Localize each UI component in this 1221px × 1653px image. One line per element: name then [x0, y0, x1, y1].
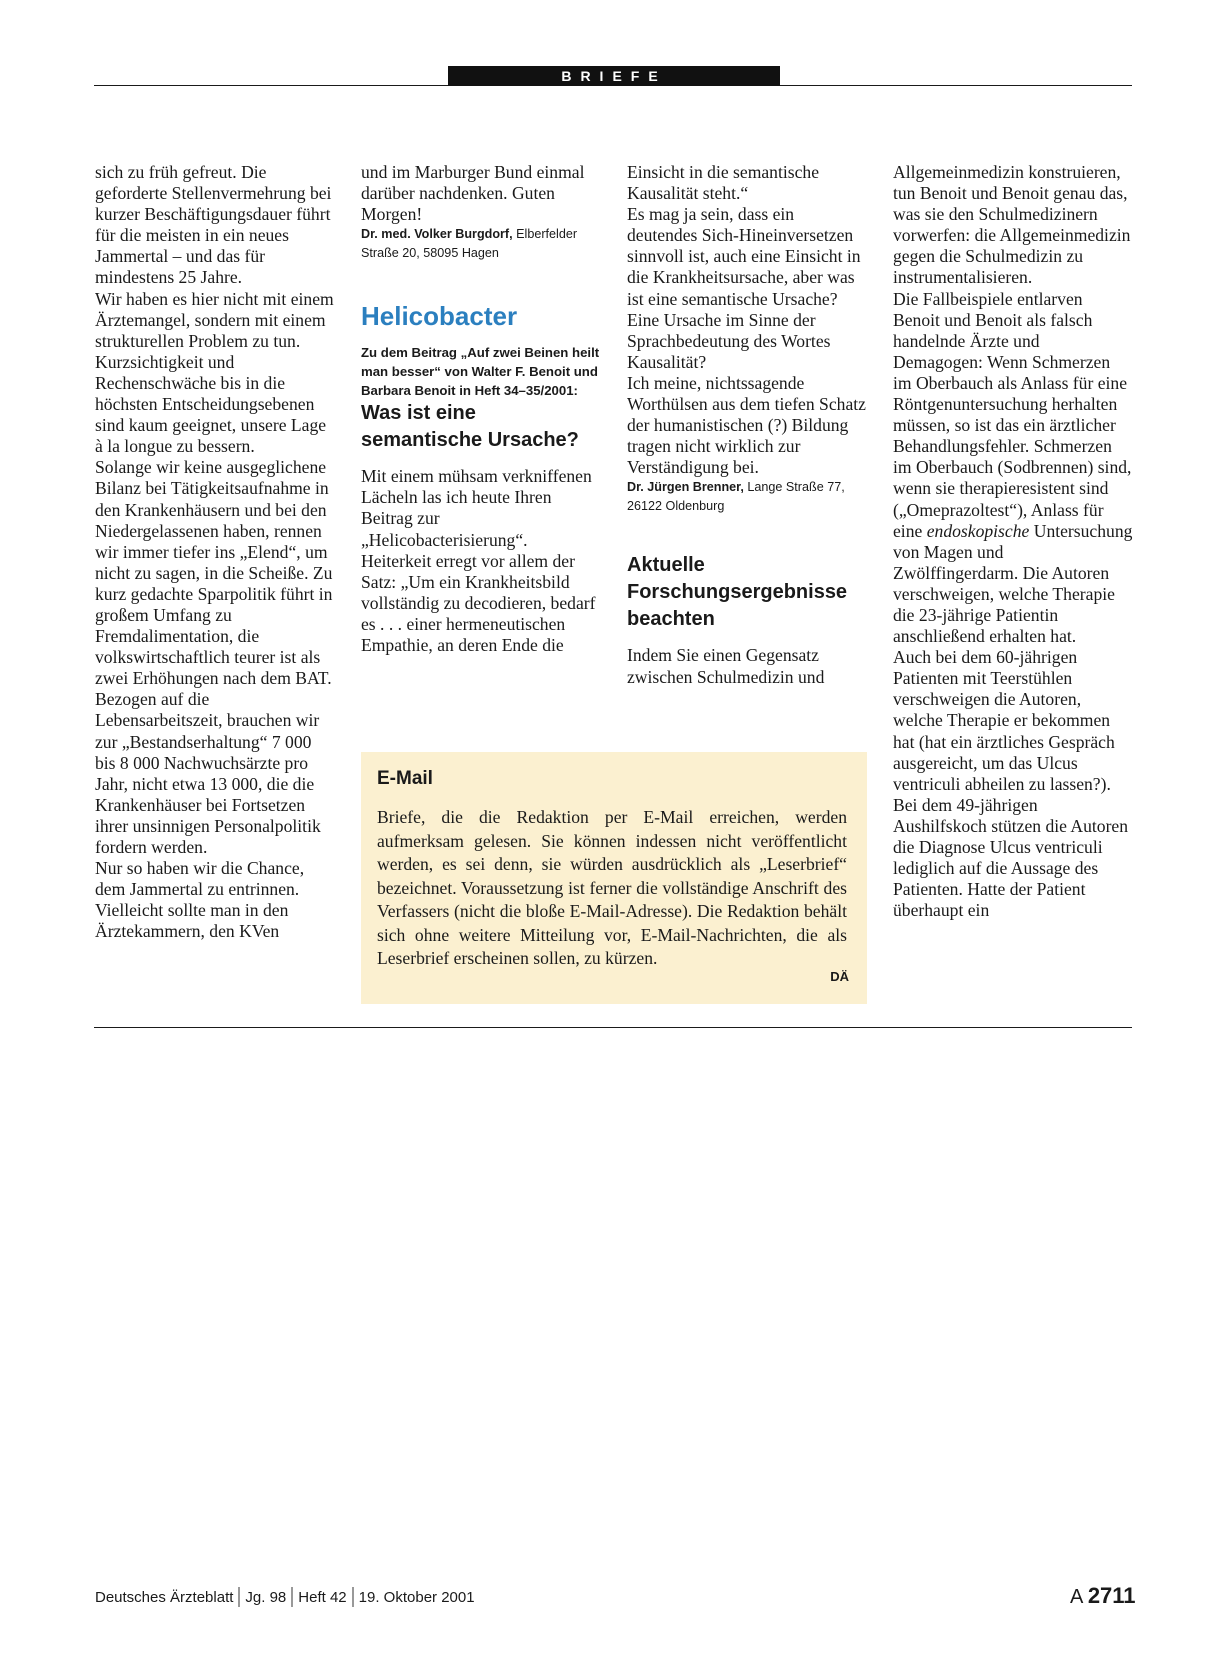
paragraph: Bei dem 49-jährigen Aushilfskoch stützen die Autoren die Diagnose Ulcus ventriculi lediglich auf die Aussage des Patienten. Hatte der Patient überhaupt ein — [893, 794, 1129, 921]
author-address: Lange Straße 77, 26122 Oldenburg — [627, 480, 845, 514]
paragraph: Wir haben es hier nicht mit einem Ärztemangel, sondern mit einem strukturellen Problem zu tun. Kurzsichtigkeit und Rechenschwäche bis in die höchsten Entscheidungsebenen sind kaum geeignet, unsere Lage à la longue zu bessern. — [95, 288, 334, 457]
letter-heading: Aktuelle Forschungsergebnisse beachten — [627, 554, 848, 631]
paragraph: Solange wir keine ausgeglichene Bilanz bei Tätigkeitsaufnahme in den Krankenhäusern und bei den Niedergelassenen haben, rennen wir immer tiefer ins „Elend“, um nicht zu sagen, in die Scheiße. Zu kurz gedachte Sparpolitik führt in großem Umfang zu Fremdalimentation, die volkswirtschaftlich teurer ist als zwei Erhöhungen nach dem BAT. Bezogen auf die Lebensarbeitszeit, brauchen wir zur „Bestandserhaltung“ 7 000 bis 8 000 Nachwuchsärzte pro Jahr, nicht etwa 13 000, die die Krankenhäuser bei Fortsetzen ihrer unsinnigen Personalpolitik fordern werden. — [95, 457, 333, 857]
column-1 — [95, 162, 335, 942]
paragraph: und im Marburger Bund einmal darüber nachdenken. Guten Morgen! — [361, 162, 585, 225]
paragraph — [893, 289, 1133, 648]
author-name: Dr. med. Volker Burgdorf, — [361, 227, 513, 242]
page-prefix: A — [1070, 1586, 1083, 1608]
page-number-value: 2711 — [1087, 1583, 1136, 1608]
email-box-title: E-Mail — [377, 768, 433, 789]
footer — [95, 1587, 475, 1607]
text-run: Die Fallbeispiele entlarven Benoit und Benoit als falsch handelnde Ärzte und Demagogen: Wenn Schmerzen im Oberbauch als Anlass für eine Röntgenuntersuchung herhalten müssen, so ist das ein ärztlicher Behandlungsfehler. Schmerzen im Oberbauch (Sodbrennen) sind, wenn sie therapieresistent sind („Omeprazoltest“), Anlass für eine — [893, 288, 1132, 541]
footer-separator — [352, 1587, 354, 1607]
section-label: BRIEFE — [448, 66, 780, 86]
paragraph: Es mag ja sein, dass ein deutendes Sich-Hineinversetzen sinnvoll ist, auch eine Einsicht in die Krankheitsursache, aber was ist eine semantische Ursache? Eine Ursache im Sinne der Sprachbedeutung des Wortes Kausalität? — [627, 204, 861, 372]
paragraph: Nur so haben wir die Chance, dem Jammertal zu entrinnen. Vielleicht sollte man in den Ärztekammern, den KVen — [95, 858, 305, 942]
author-address: Elberfelder Straße 20, 58095 Hagen — [361, 227, 578, 261]
column-3 — [627, 162, 867, 688]
journal-name: Deutsches Ärzteblatt — [95, 1588, 234, 1606]
page-number — [1070, 1583, 1136, 1609]
issue-date: 19. Oktober 2001 — [358, 1588, 475, 1606]
footer-separator — [291, 1587, 293, 1607]
author-byline — [627, 478, 867, 516]
paragraph: Allgemeinmedizin konstruieren, tun Benoit und Benoit genau das, was sie den Schulmedizinern vorwerfen: die Allgemeinmedizin gegen die Schulmedizin zu instrumentalisieren. — [893, 162, 1131, 288]
letter-heading: Was ist eine semantische Ursache? — [361, 402, 579, 452]
editorial-signature: DÄ — [830, 969, 849, 984]
bottom-rule — [94, 1027, 1132, 1028]
email-box-text: Briefe, die die Redaktion per E-Mail erreichen, werden aufmerksam gelesen. Sie können indessen nicht veröffentlicht werden, es sei denn, sie würden ausdrücklich als „Leserbrief“ bezeichnet. Voraussetzung ist ferner die vollständige Anschrift des Verfassers (nicht die bloße E-Mail-Adresse). Die Redaktion behält sich ohne weitere Mitteilung vor, E-Mail-Nachrichten, die als Leserbrief erscheinen sollen, zu kürzen. — [377, 807, 847, 968]
article-reference: Zu dem Beitrag „Auf zwei Beinen heilt man besser“ von Walter F. Benoit und Barbara Benoit in Heft 34–35/2001: — [361, 345, 600, 399]
paragraph: Mit einem mühsam verkniffenen Lächeln las ich heute Ihren Beitrag zur „Helicobacterisierung“. Heiterkeit erregt vor allem der Satz: „Um ein Krankheitsbild vollständig zu decodieren, bedarf es . . . einer hermeneutischen Empathie, an deren Ende die — [361, 466, 596, 656]
text-run: Untersuchung von Magen und Zwölffingerdarm. Die Autoren verschweigen, welche Therapie die 23-jährige Patientin anschließend erhalten hat. — [893, 520, 1133, 647]
paragraph: Ich meine, nichtssagende Worthülsen aus dem tiefen Schatz der humanistischen (?) Bildung tragen nicht wirklich zur Verständigung bei. — [627, 372, 866, 478]
issue: Heft 42 — [298, 1588, 347, 1606]
paragraph: Auch bei dem 60-jährigen Patienten mit Teerstühlen verschweigen die Autoren, welche Therapie er bekommen hat (hat ein ärztliches Gespräch ausgereicht, um das Ulcus ventriculi abheilen zu lassen?). — [893, 647, 1115, 794]
footer-separator — [238, 1587, 240, 1607]
volume: Jg. 98 — [245, 1588, 287, 1606]
emphasis-text: endoskopische — [926, 520, 1030, 541]
paragraph: sich zu früh gefreut. Die geforderte Stellenvermehrung bei kurzer Beschäftigungsdauer führt für die meisten in ein neues Jammertal – und das für mindestens 25 Jahre. — [95, 162, 332, 288]
email-info-box — [361, 752, 867, 1004]
column-2 — [361, 162, 601, 656]
section-title: Helicobacter — [361, 301, 518, 332]
author-name: Dr. Jürgen Brenner, — [627, 480, 744, 495]
author-byline — [361, 225, 601, 263]
paragraph: Indem Sie einen Gegensatz zwischen Schulmedizin und — [627, 645, 825, 687]
column-4 — [893, 162, 1133, 921]
paragraph: Einsicht in die semantische Kausalität steht.“ — [627, 162, 820, 204]
